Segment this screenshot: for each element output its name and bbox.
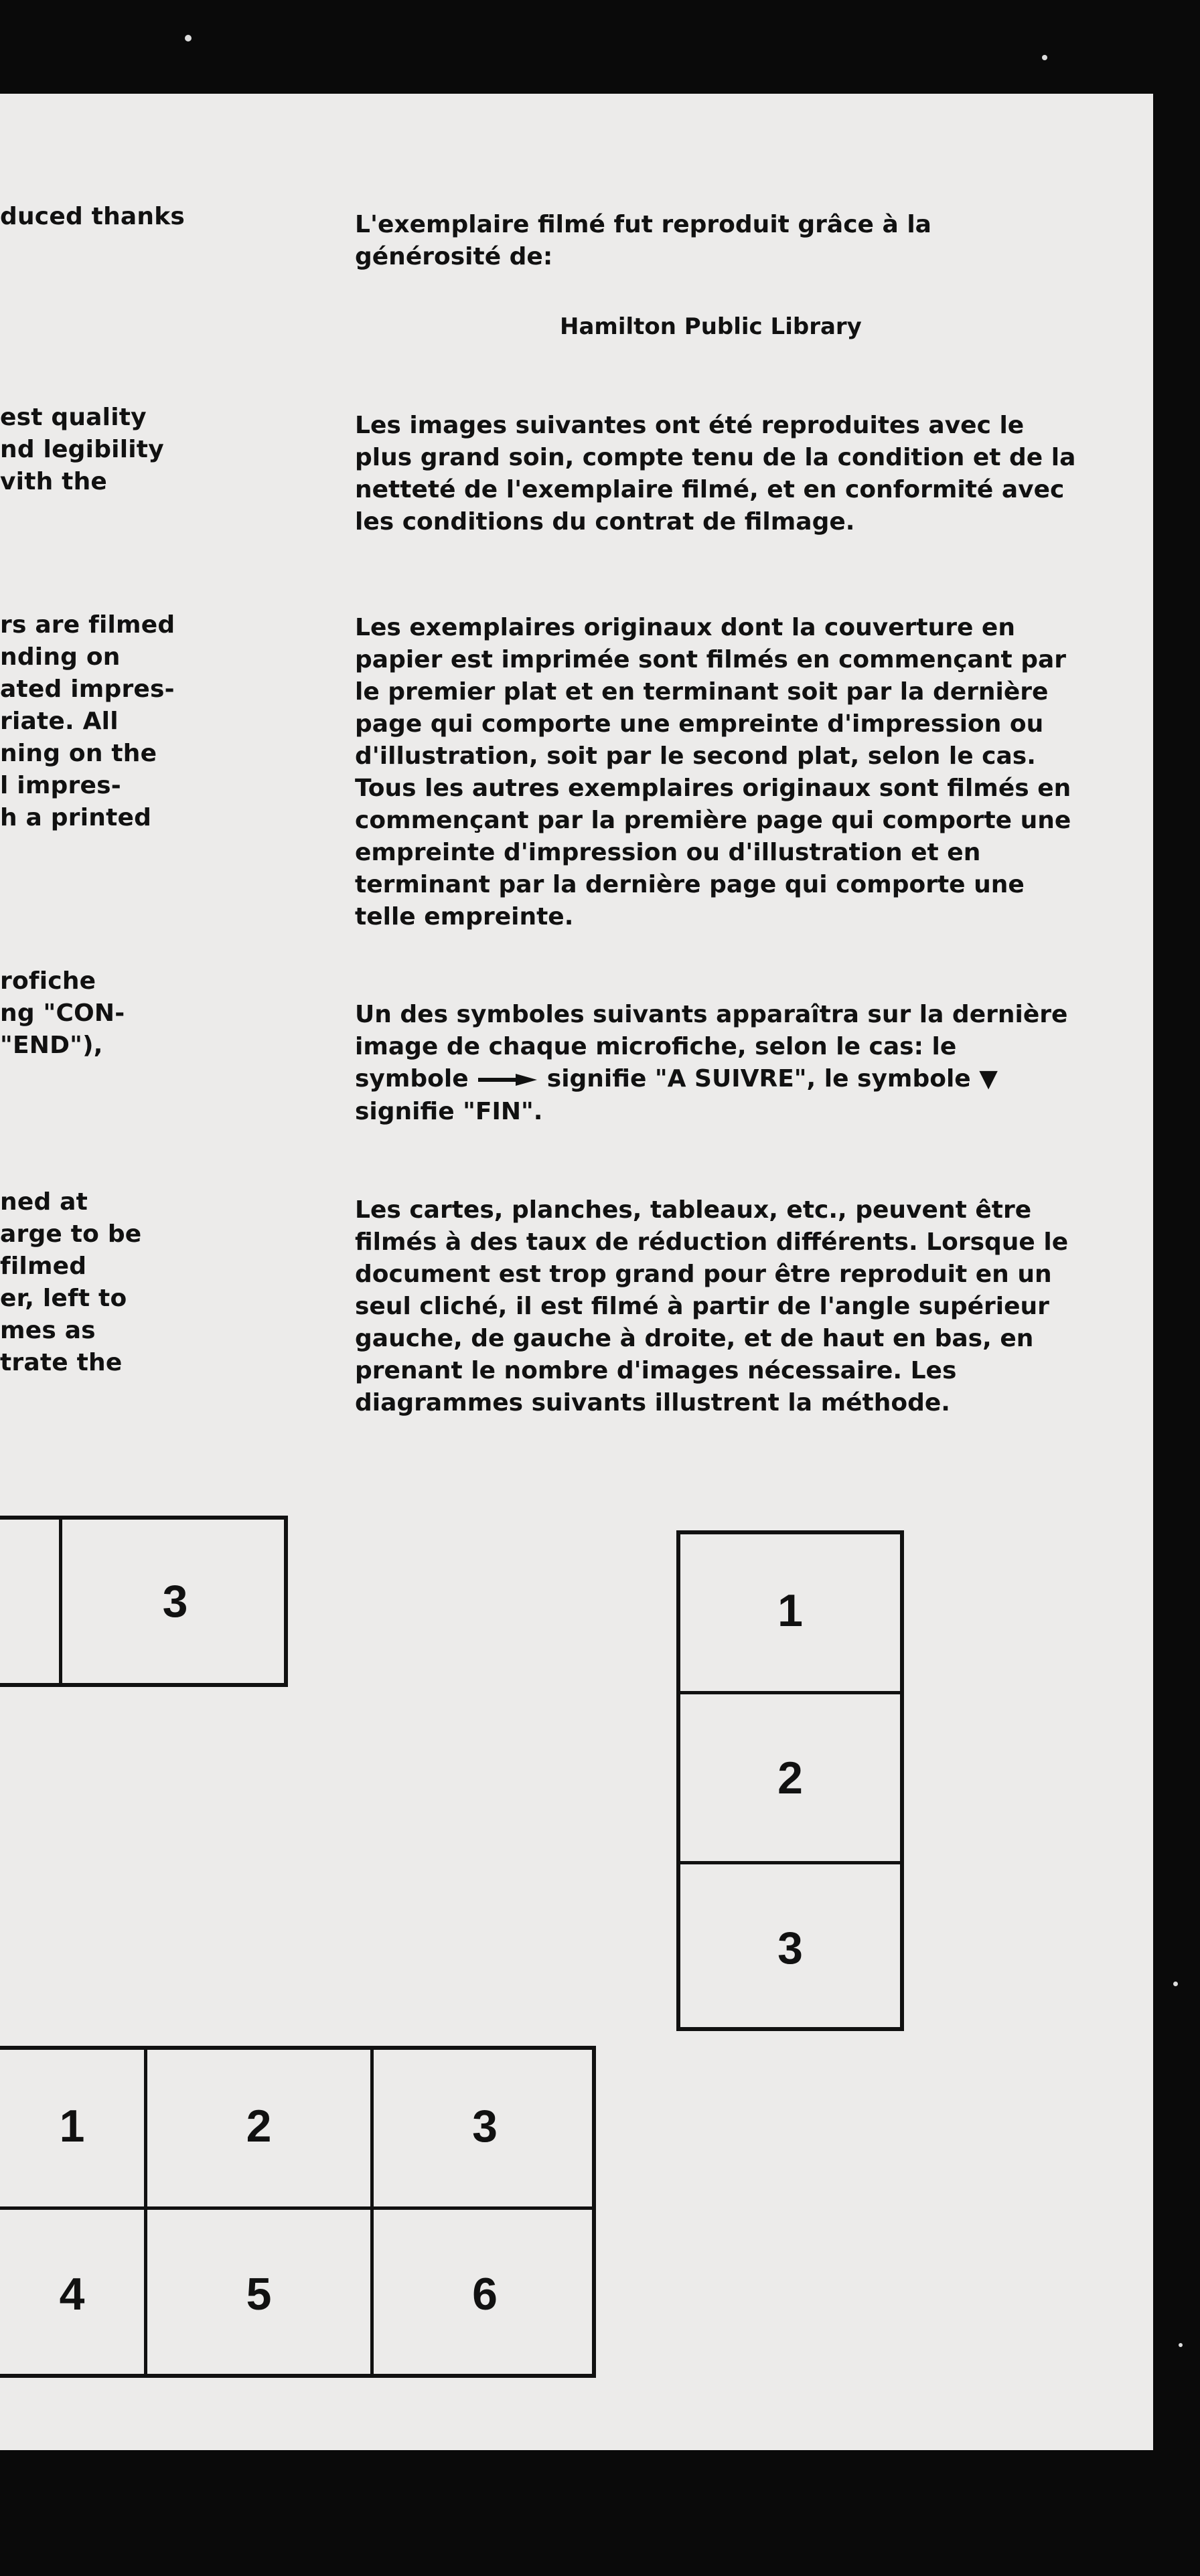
triangle-down-icon: ▼ (979, 1065, 998, 1093)
diagram-grid-cell: 5 (246, 2268, 272, 2320)
left-fragment: l impres- (0, 772, 121, 799)
diagram-grid-cell: 2 (246, 2101, 272, 2152)
left-fragment: vith the (0, 468, 108, 495)
left-fragment: filmed (0, 1253, 87, 1280)
paragraph-symbols (355, 999, 1078, 1128)
library-name: Hamilton Public Library (560, 313, 862, 340)
document-page (0, 94, 1153, 2450)
left-fragment: nd legibility (0, 436, 164, 463)
left-fragment: riate. All (0, 708, 119, 735)
symbols-text-b: signifie "A SUIVRE", le symbole (546, 1065, 971, 1093)
left-fragment: h a printed (0, 804, 152, 831)
left-fragment: arge to be (0, 1220, 142, 1248)
left-fragment: er, left to (0, 1285, 127, 1312)
left-fragment: est quality (0, 404, 147, 431)
left-fragment: nding on (0, 643, 121, 671)
diagram-grid-cell: 6 (472, 2268, 498, 2320)
left-fragment: duced thanks (0, 203, 185, 230)
symbols-text-c: signifie "FIN". (355, 1098, 543, 1125)
scan-speck (185, 35, 192, 42)
scan-speck (1042, 55, 1047, 60)
left-fragment: trate the (0, 1349, 123, 1376)
left-fragment: ated impres- (0, 675, 175, 703)
diagram-column-cell: 1 (777, 1585, 803, 1636)
diagram-column-cell: 3 (777, 1922, 803, 1974)
paragraph-originals: Les exemplaires originaux dont la couverture en papier est imprimée sont filmés en commençant par le premier plat et en terminant soit par la dernière page qui comporte une empreinte d'impression ou d'illustration, soit par le second plat, selon le cas. Tous les autres exemplaires originaux sont filmés en commençant par la première page qui comporte une empreinte d'impression ou d'illustration et en terminant par la dernière page qui comporte une telle empreinte. (355, 614, 1071, 931)
paragraph-images: Les images suivantes ont été reproduites avec le plus grand soin, compte tenu de la condition et de la netteté de l'exemplaire filmé, et en conformité avec les conditions du contrat de filmage. (355, 412, 1076, 536)
diagram-column-cell: 2 (777, 1752, 803, 1803)
paragraph-maps: Les cartes, planches, tableaux, etc., peuvent être filmés à des taux de réduction différents. Lorsque le document est trop grand pour être reproduit en un seul cliché, il est filmé à partir de l'angle supérieur gauche, de gauche à droite, et de haut en bas, en prenant le nombre d'images nécessaire. Les diagrammes suivants illustrent la méthode. (355, 1196, 1069, 1417)
diagram-grid-cell: 4 (59, 2268, 85, 2320)
left-fragment: mes as (0, 1317, 96, 1344)
left-fragment: ned at (0, 1188, 88, 1216)
scan-speck (1179, 2343, 1183, 2347)
left-fragment: rofiche (0, 967, 96, 995)
diagram-grid-cell: 3 (472, 2101, 498, 2152)
left-fragment: ning on the (0, 740, 157, 767)
left-fragment: "END"), (0, 1032, 103, 1059)
intro-text: L'exemplaire filmé fut reproduit grâce à la générosité de: (355, 211, 931, 270)
diagram-row-cell: 3 (162, 1576, 188, 1627)
left-fragment: ng "CON- (0, 999, 125, 1027)
scan-speck (1173, 1982, 1178, 1986)
diagram-grid-cell: 1 (59, 2101, 85, 2152)
arrow-right-icon (477, 1064, 538, 1096)
symbols-text-a: Un des symboles suivants apparaîtra sur la dernière image de chaque microfiche, selon le cas: le symbole (355, 1001, 1068, 1093)
left-fragment: rs are filmed (0, 611, 175, 639)
